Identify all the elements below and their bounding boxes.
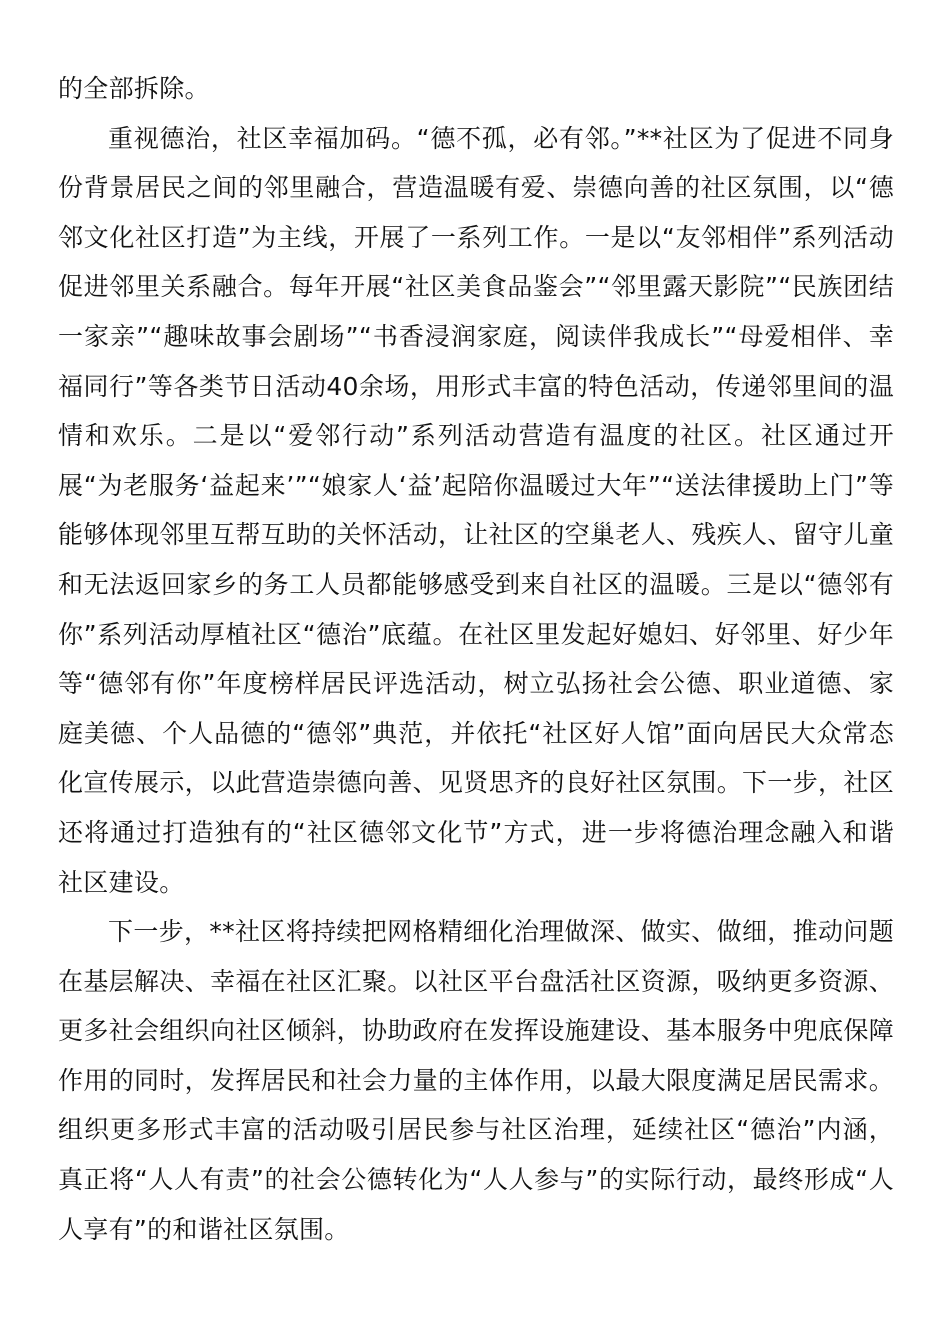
paragraph-moral-governance: 重视德治，社区幸福加码。“德不孤，必有邻。”**社区为了促进不同身份背景居民之间的邻里融合，营造温暖有爱、崇德向善的社区氛围，以“德邻文化社区打造”为主线，开展了一系列工作。一是以“友邻相伴”系列活动促进邻里关系融合。每年开展“社区美食品鉴会”“邻里露天影院”“民族团结一家亲”“趣味故事会剧场”“书香浸润家庭，阅读伴我成长”“母爱相伴、幸福同行”等各类节日活动40余场，用形式丰富的特色活动，传递邻里间的温情和欢乐。二是以“爱邻行动”系列活动营造有温度的社区。社区通过开展“为老服务‘益起来’”“娘家人‘益’起陪你温暖过大年”“送法律援助上门”等能够体现邻里互帮互助的关怀活动，让社区的空巢老人、残疾人、留守儿童和无法返回家乡的务工人员都能够感受到来自社区的温暖。三是以“德邻有你”系列活动厚植社区“德治”底蕴。在社区里发起好媳妇、好邻里、好少年等“德邻有你”年度榜样居民评选活动，树立弘扬社会公德、职业道德、家庭美德、个人品德的“德邻”典范，并依托“社区好人馆”面向居民大众常态化宣传展示，以此营造崇德向善、见贤思齐的良好社区氛围。下一步，社区还将通过打造独有的“社区德邻文化节”方式，进一步将德治理念融入和谐社区建设。 <box>58 123 894 897</box>
document-body <box>58 64 894 1254</box>
paragraph-continuation: 的全部拆除。 <box>58 74 210 103</box>
paragraph-next-steps: 下一步，**社区将持续把网格精细化治理做深、做实、做细，推动问题在基层解决、幸福在社区汇聚。以社区平台盘活社区资源，吸纳更多资源、更多社会组织向社区倾斜，协助政府在发挥设施建设、基本服务中兜底保障作用的同时，发挥居民和社会力量的主体作用，以最大限度满足居民需求。组织更多形式丰富的活动吸引居民参与社区治理，延续社区“德治”内涵，真正将“人人有责”的社会公德转化为“人人参与”的实际行动，最终形成“人人享有”的和谐社区氛围。 <box>58 917 894 1244</box>
